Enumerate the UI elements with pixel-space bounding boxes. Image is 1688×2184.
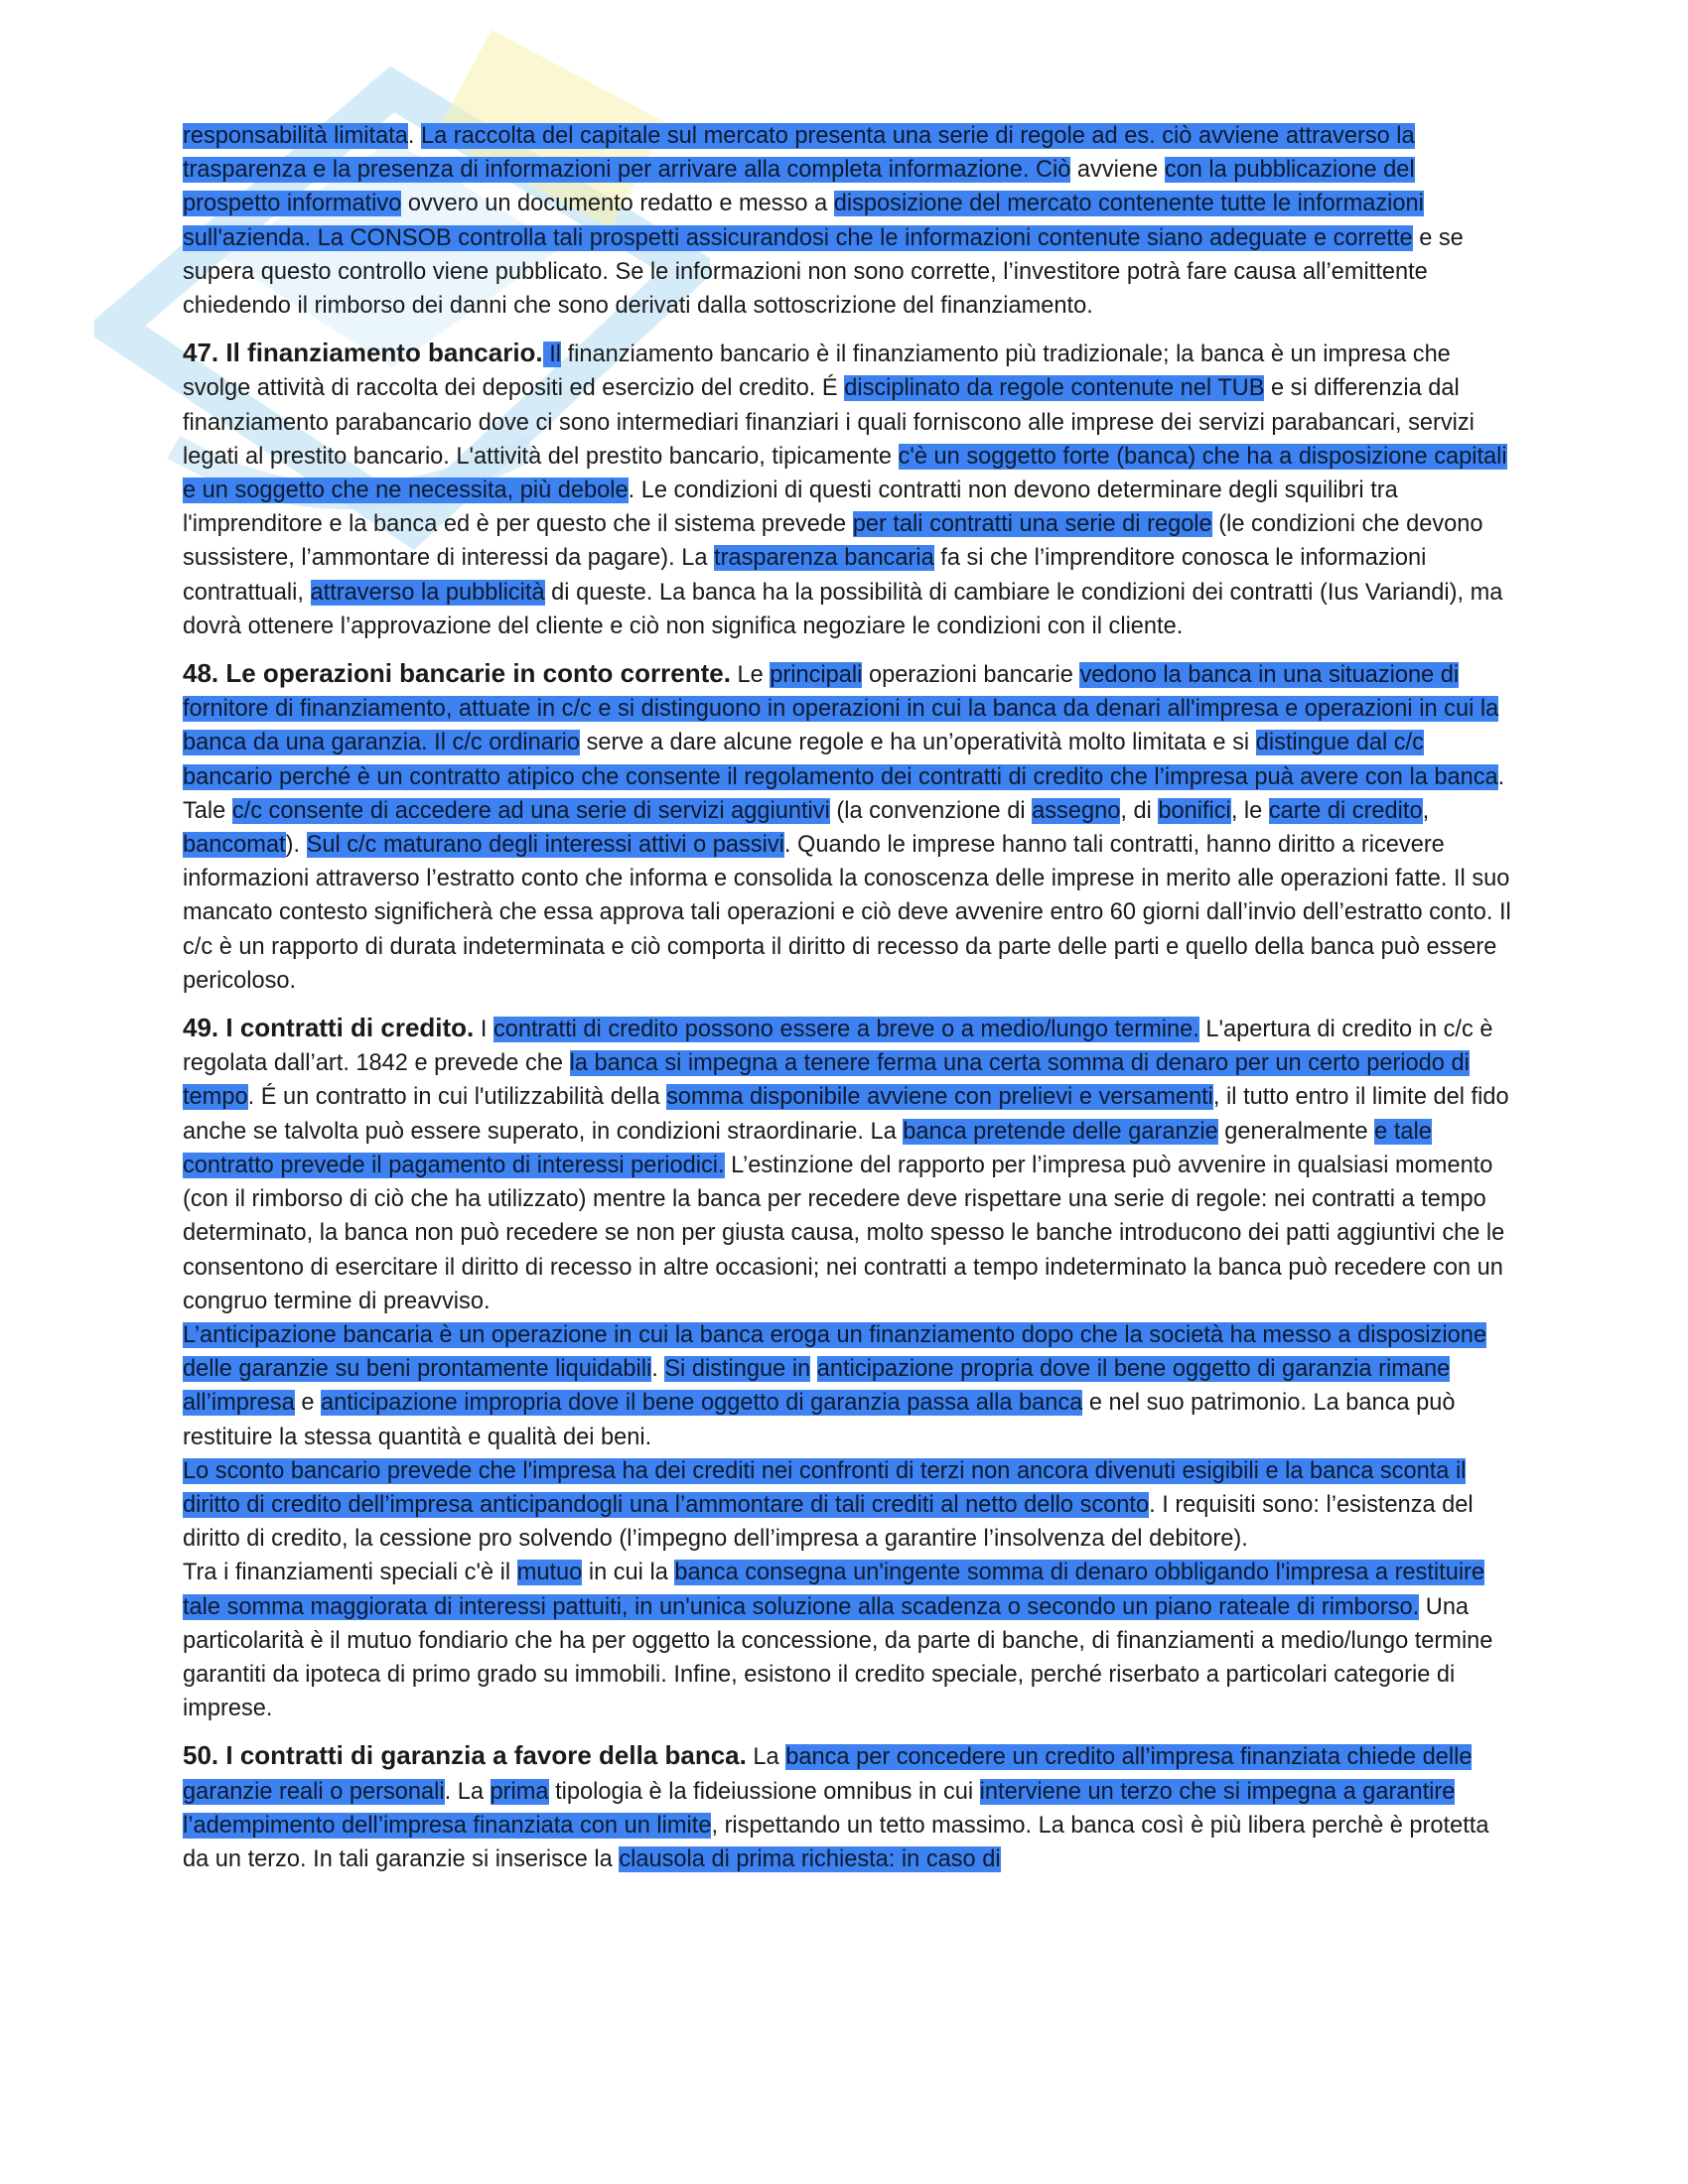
highlighted-text: L’anticipazione bancaria è un operazione in cui la banca eroga un finanziamento dopo che la società ha messo a disposizione delle garanzie su beni prontamente liquidabili [183, 1321, 1486, 1383]
body-text: . Quando le imprese hanno tali contratti, hanno diritto a ricevere informazioni attraverso l’estratto conto che informa e consolida la conoscenza delle imprese in merito alle operazioni fatte. Il suo mancato contesto significherà che essa approva tali operazioni e ciò deve avvenire entro 60 giorni dall’invio dell’estratto conto. Il c/c è un rapporto di durata indeterminata e ciò comporta il diritto di recesso da parte delle parti e quello della banca può essere pericoloso. [183, 832, 1511, 994]
body-text: ). [285, 832, 307, 859]
body-text: . É un contratto in cui l'utilizzabilità della [247, 1084, 667, 1111]
body-text: , il tutto entro il limite del fido anche se talvolta può essere superato, in condizioni straordinarie. La [183, 1084, 1509, 1145]
highlighted-text: Lo sconto bancario prevede che l'impresa ha dei crediti nei confronti di terzi non ancora divenuti esigibili e la banca sconta il diritto di credito dell’impresa anticipandogli una l’ammontare di tali crediti al netto dello sconto [183, 1457, 1467, 1518]
highlighted-text: attraverso la pubblicità [310, 579, 545, 606]
section-heading: 47. Il finanziamento bancario. [183, 338, 543, 368]
body-text: , di [1120, 797, 1159, 824]
body-text: , [1422, 797, 1430, 824]
highlighted-text: prima [490, 1778, 549, 1805]
body-text: e se supera questo controllo viene pubblicato. Se le informazioni non sono corrette, l’investitore potrà fare causa all’emittente chiedendo il rimborso dei danni che sono derivati dalla sottoscrizione del finanziamento. [183, 224, 1464, 320]
highlighted-text: banca per concedere un credito all’impresa finanziata chiede delle garanzie reali o personali [183, 1744, 1473, 1805]
paragraph-2 [183, 336, 1513, 643]
paragraph-5 [183, 1318, 1513, 1454]
highlighted-text: disciplinato da regole contenute nel TUB [844, 375, 1265, 402]
body-text: e si differenzia dal finanziamento parabancario dove ci sono intermediari finanziari i quali forniscono alle imprese dei servizi parabancari, servizi legati al prestito bancario. L'attività del prestito bancario, tipicamente [183, 375, 1475, 470]
highlighted-text: e tale contratto prevede il pagamento di interessi periodici. [183, 1118, 1432, 1178]
body-text: Tra i finanziamenti speciali c'è il [183, 1560, 517, 1586]
body-text: . I requisiti sono: l’esistenza del diritto di credito, la cessione pro solvendo (l’impegno dell’impresa a garantire l’insolvenza del debitore). [183, 1491, 1474, 1553]
highlighted-text: bonifici [1158, 797, 1231, 824]
body-text: (le condizioni che devono sussistere, l’ammontare di interessi da pagare). La [183, 511, 1483, 572]
highlighted-text: clausola di prima richiesta: in caso di [619, 1845, 1001, 1872]
paragraph-4 [183, 1011, 1513, 1318]
highlighted-text: per tali contratti una serie di regole [852, 511, 1212, 538]
body-text: . [651, 1356, 665, 1383]
body-text: serve a dare alcune regole e ha un’operatività molto limitata e si [580, 730, 1256, 756]
highlighted-text: disposizione del mercato contenente tutte le informazioni sull'azienda. La CONSOB controlla tali prospetti assicurandosi che le informazioni contenute siano adeguate e corrette [183, 191, 1424, 251]
body-text: Una particolarità è il mutuo fondiario che ha per oggetto la concessione, da parte di banche, di finanziamenti a medio/lungo termine garantiti da ipoteca di primo grado su immobili. Infine, esistono il credito speciale, perché riserbato a particolari categorie di imprese. [183, 1593, 1493, 1722]
body-text: L'apertura di credito in c/c è regolata dall’art. 1842 e prevede che [183, 1017, 1493, 1077]
highlighted-text: vedono la banca in una situazione di fornitore di finanziamento, attuate in c/c e si distinguono in operazioni in cui la banca da denari all'impresa e operazioni in cui la banca da una garanzia. Il c/c ordinario [183, 662, 1499, 756]
body-text: operazioni bancarie [862, 662, 1080, 689]
highlighted-text: la banca si impegna a tenere ferma una certa somma di denaro per un certo periodo di tempo [183, 1050, 1470, 1111]
body-text: ovvero un documento redatto e messo a [401, 191, 834, 217]
section-heading: 50. I contratti di garanzia a favore della banca. [183, 1740, 747, 1771]
highlighted-text: somma disponibile avviene con prelievi e versamenti [666, 1084, 1213, 1111]
highlighted-text: banca consegna un'ingente somma di denaro obbligando l'impresa a restituire tale somma maggiorata di interessi pattuiti, in un'unica soluzione alla scadenza o secondo un piano rateale di rimborso. [183, 1560, 1485, 1620]
highlighted-text: interviene un terzo che si impegna a garantire l’adempimento dell’impresa finanziata con un limite [183, 1778, 1456, 1839]
body-text: . Le condizioni di questi contratti non devono determinare degli squilibri tra l'imprenditore e la banca ed è per questo che il sistema prevede [183, 478, 1398, 538]
highlighted-text: con la pubblicazione del prospetto informativo [183, 157, 1415, 217]
body-text: , le [1230, 797, 1269, 824]
highlighted-text: mutuo [516, 1560, 583, 1586]
highlighted-text: c'è un soggetto forte (banca) che ha a disposizione capitali e un soggetto che ne necessita, più debole [183, 443, 1507, 504]
body-text: avviene [1070, 157, 1165, 184]
paragraph-1 [183, 119, 1513, 323]
body-text: La [746, 1744, 786, 1771]
highlighted-text: banca pretende delle garanzie [903, 1118, 1218, 1145]
paragraph-8 [183, 1738, 1513, 1876]
highlighted-text: carte di credito [1268, 797, 1423, 824]
highlighted-text: La raccolta del capitale sul mercato presenta una serie di regole ad es. ciò avviene attraverso la trasparenza e la presenza di informazioni per arrivare alla completa informazione. Ciò [183, 123, 1415, 184]
highlighted-text: Il [542, 341, 562, 368]
section-heading: 49. I contratti di credito. [183, 1013, 475, 1043]
paragraph-6 [183, 1454, 1513, 1557]
body-text [810, 1356, 817, 1382]
highlighted-text: trasparenza bancaria [714, 545, 934, 572]
highlighted-text: anticipazione impropria dove il bene oggetto di garanzia passa alla banca [321, 1390, 1083, 1417]
body-text: di queste. La banca ha la possibilità di cambiare le condizioni dei contratti (Ius Variandi), ma dovrà ottenere l’approvazione del cliente e ciò non significa negoziare le condizioni con il cliente. [183, 579, 1503, 639]
body-text: generalmente [1217, 1118, 1375, 1145]
body-text: in cui la [582, 1560, 675, 1586]
highlighted-text: c/c consente di accedere ad una serie di servizi aggiuntivi [231, 797, 830, 824]
body-text: e [294, 1390, 321, 1417]
highlighted-text: Sul c/c maturano degli interessi attivi o passivi [306, 832, 784, 859]
body-text: Le [730, 662, 771, 689]
highlighted-text: anticipazione propria dove il bene oggetto di garanzia rimane all’impresa [183, 1356, 1451, 1417]
body-text: e nel suo patrimonio. La banca può restituire la stessa quantità e qualità dei beni. [183, 1390, 1456, 1450]
body-text: L’estinzione del rapporto per l’impresa può avvenire in qualsiasi momento (con il rimborso di ciò che ha utilizzato) mentre la banca per recedere deve rispettare una serie di regole: nei contratti a tempo determinato, la banca non può recedere se non per giusta causa, molto spesso le banche introducono dei patti aggiuntivi che le consentono di esercitare il diritto di recesso in altre occasioni; nei contratti a tempo indeterminato la banca può recedere con un congruo termine di preavviso. [183, 1152, 1505, 1314]
body-text: . Tale [183, 763, 1505, 824]
highlighted-text: distingue dal c/c bancario perché è un contratto atipico che consente il regolamento dei contratti di credito che l’impresa puà avere con la banca [183, 730, 1498, 790]
paragraph-7 [183, 1556, 1513, 1725]
body-text: . [407, 123, 421, 149]
body-text: I [474, 1017, 493, 1043]
highlighted-text: contratti di credito possono essere a breve o a medio/lungo termine. [492, 1017, 1199, 1043]
highlighted-text: Si distingue in [664, 1356, 811, 1383]
body-text: . La [444, 1778, 491, 1805]
highlighted-text: assegno [1032, 797, 1121, 824]
highlighted-text: bancomat [183, 832, 286, 859]
section-heading: 48. Le operazioni bancarie in conto corrente. [183, 658, 731, 689]
paragraph-3 [183, 656, 1513, 998]
body-text: finanziamento bancario è il finanziamento più tradizionale; la banca è un impresa che svolge attività di raccolta dei depositi ed esercizio del credito. É [183, 341, 1451, 402]
body-text: , rispettando un tetto massimo. La banca così è più libera perchè è protetta da un terzo. In tali garanzie si inserisce la [183, 1812, 1489, 1872]
body-text: tipologia è la fideiussione omnibus in cui [548, 1778, 980, 1805]
body-text: fa si che l’imprenditore conosca le informazioni contrattuali, [183, 545, 1427, 606]
highlighted-text: responsabilità limitata [183, 123, 408, 149]
body-text: (la convenzione di [829, 797, 1033, 824]
document-page [183, 119, 1513, 1876]
highlighted-text: principali [770, 662, 863, 689]
